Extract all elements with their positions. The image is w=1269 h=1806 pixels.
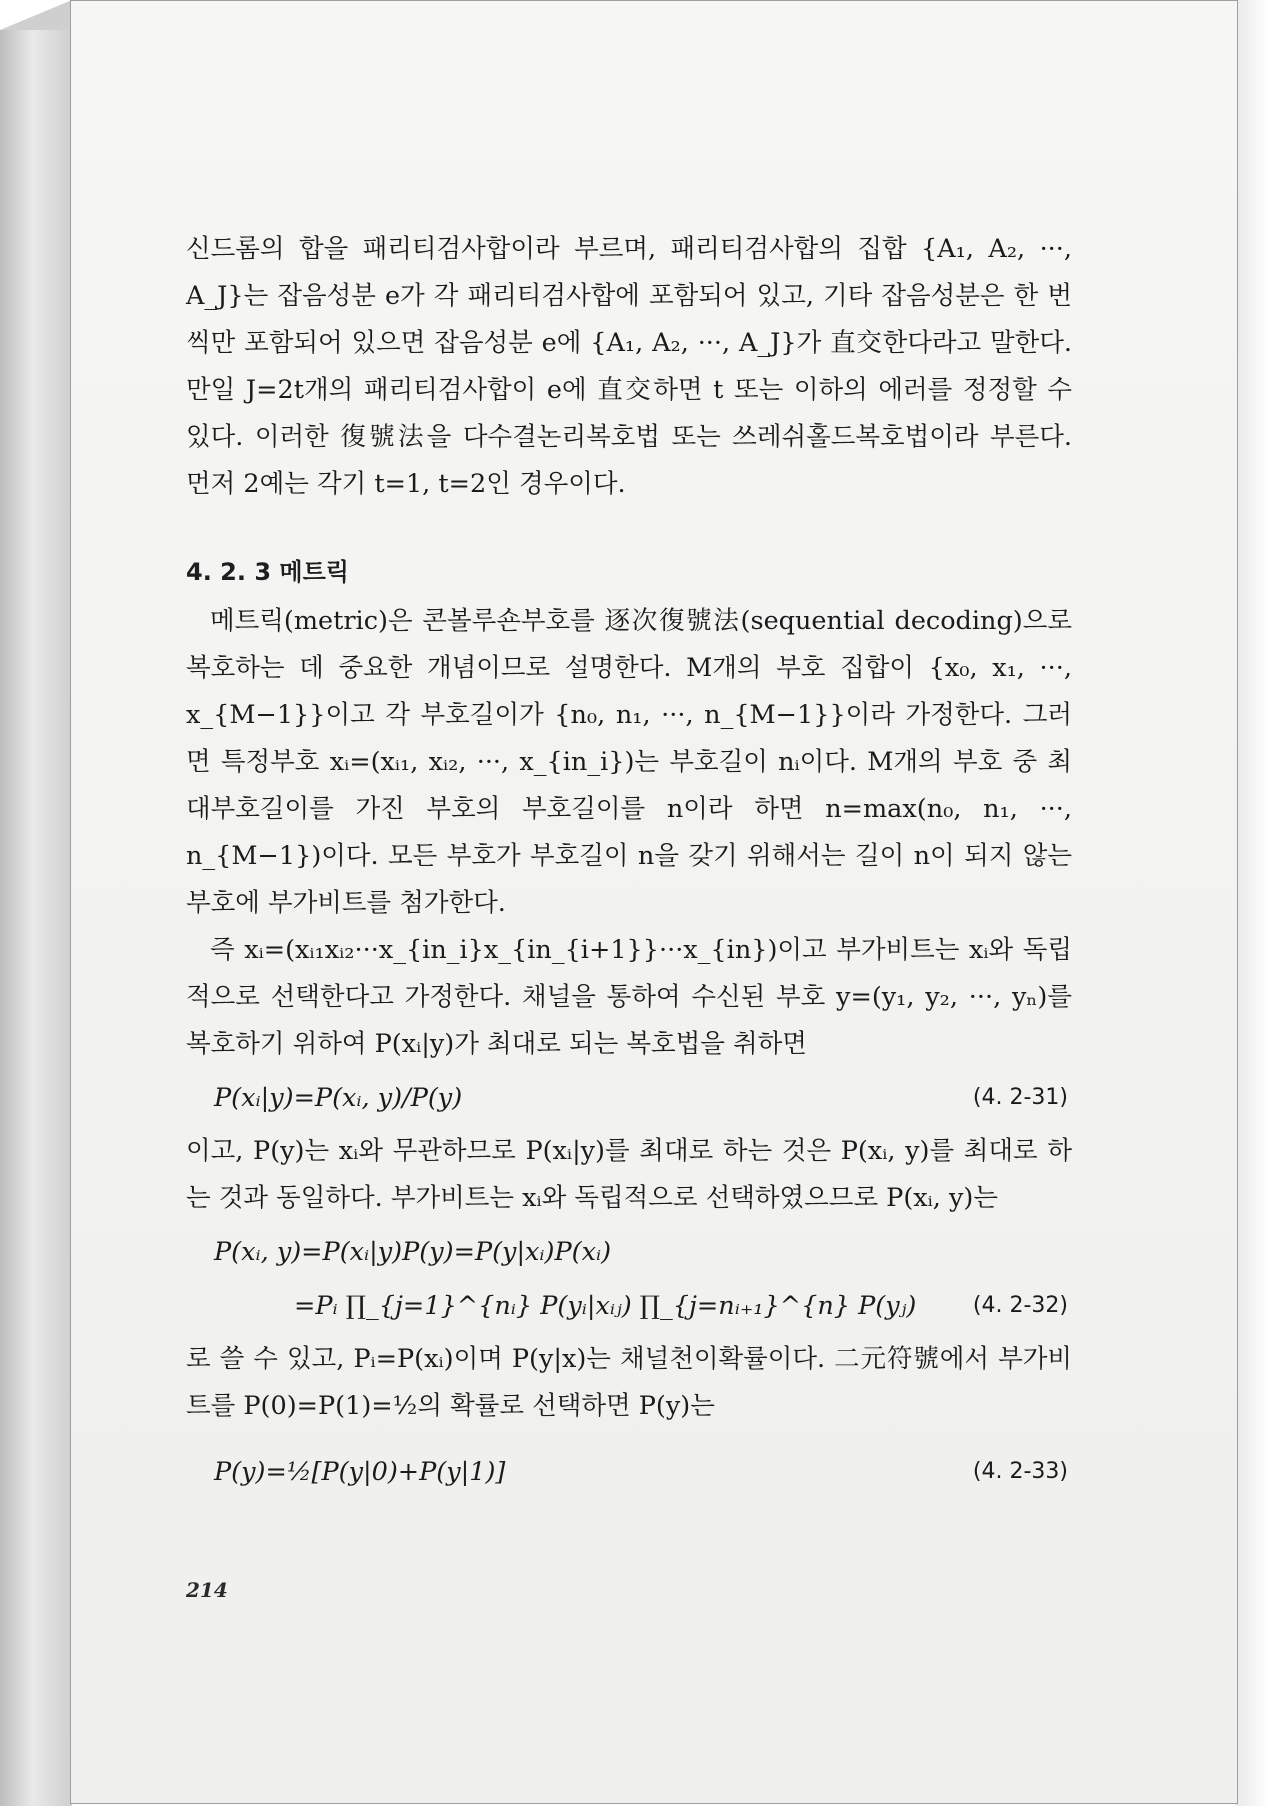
book-spine-top <box>0 0 72 30</box>
metric-paragraph-1: 메트릭(metric)은 콘볼루숀부호를 逐次復號法(sequential decoding)으로 복호하는 데 중요한 개념이므로 설명한다. M개의 부호 집합이 {x₀, x₁, ···, x_{M−1}}이고 각 부호길이가 {n₀, n₁, ···, n_{M−1}}이라 가정한다. 그러면 특정부호 xᵢ=(xᵢ₁, xᵢ₂, ···, x_{in_i})는 부호길이 nᵢ이다. M개의 부호 중 최대부호길이를 가진 부호의 부호길이를 n이라 하면 n=max(n₀, n₁, ···, n_{M−1})이다. 모든 부호가 부호길이 n을 갖기 위해서는 길이 n이 되지 않는 부호에 부가비트를 첨가한다. <box>186 606 1072 918</box>
equation-number: (4. 2-33) <box>972 1459 1068 1484</box>
equation-text: =Pᵢ ∏_{j=1}^{nᵢ} P(yᵢ|xᵢⱼ) ∏_{j=nᵢ₊₁}^{n} P(yⱼ) <box>294 1291 917 1321</box>
paragraph-after-eq31: 이고, P(y)는 xᵢ와 무관하므로 P(xᵢ|y)를 최대로 하는 것은 P(xᵢ, y)를 최대로 하는 것과 동일하다. 부가비트는 xᵢ와 독립적으로 선택하였으므로 P(xᵢ, y)는 <box>186 1136 1072 1213</box>
equation-text: P(y)=½[P(y|0)+P(y|1)] <box>214 1457 506 1487</box>
equation-number: (4. 2-32) <box>972 1293 1068 1318</box>
page-edge-shadow <box>1235 0 1269 1806</box>
equation-text: P(xᵢ, y)=P(xᵢ|y)P(y)=P(y|xᵢ)P(xᵢ) <box>214 1237 612 1267</box>
page-number: 214 <box>186 1578 228 1602</box>
intro-paragraph: 신드롬의 합을 패리티검사합이라 부르며, 패리티검사합의 집합 {A₁, A₂, ···, A_J}는 잡음성분 e가 각 패리티검사합에 포함되어 있고, 기타 잡음성분은 한 번씩만 포함되어 있으면 잡음성분 e에 {A₁, A₂, ···, A_J}가 直交한다라고 말한다. 만일 J=2t개의 패리티검사합이 e에 直交하면 t 또는 이하의 에러를 정정할 수 있다. 이러한 復號法을 다수결논리복호법 또는 쓰레쉬홀드복호법이라 부른다. 먼저 2예는 각기 t=1, t=2인 경우이다. <box>186 234 1072 499</box>
metric-paragraph-2: 즉 xᵢ=(xᵢ₁xᵢ₂···x_{in_i}x_{in_{i+1}}···x_{in})이고 부가비트는 xᵢ와 독립적으로 선택한다고 가정한다. 채널을 통하여 수신된 부호 y=(y₁, y₂, ···, yₙ)를 복호하기 위하여 P(xᵢ|y)가 최대로 되는 복호법을 취하면 <box>186 935 1072 1059</box>
section-number: 4. 2. 3 <box>186 558 272 586</box>
book-spine <box>0 30 72 1806</box>
equation-text: P(xᵢ|y)=P(xᵢ, y)/P(y) <box>214 1083 463 1113</box>
paragraph-after-eq32: 로 쓸 수 있고, Pᵢ=P(xᵢ)이며 P(y|x)는 채널천이확률이다. 二元符號에서 부가비트를 P(0)=P(1)=½의 확률로 선택하면 P(y)는 <box>186 1344 1072 1421</box>
equation-number: (4. 2-31) <box>972 1085 1068 1110</box>
equation-4-2-32-line2 <box>186 1282 1072 1330</box>
section-heading <box>186 550 1072 594</box>
equation-4-2-31 <box>186 1074 1072 1122</box>
equation-4-2-32-line1 <box>186 1228 1072 1276</box>
equation-4-2-33 <box>186 1448 1072 1496</box>
section-title: 메트릭 <box>279 558 349 586</box>
page-content <box>186 226 1072 1502</box>
